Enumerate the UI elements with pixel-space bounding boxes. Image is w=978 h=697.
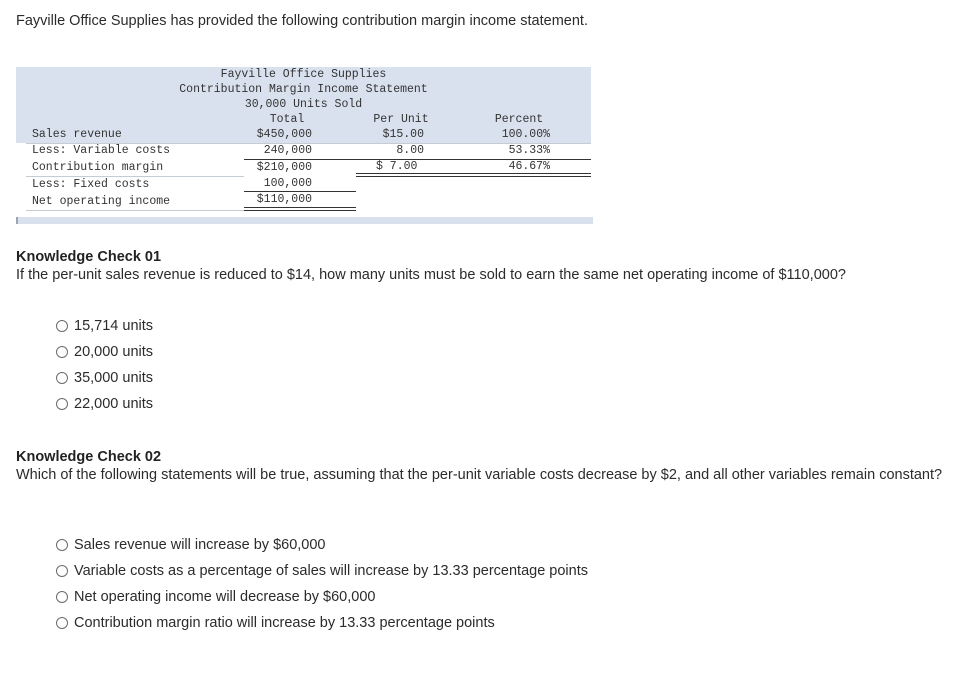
kc1-option-3[interactable] — [56, 365, 153, 391]
radio-icon[interactable] — [56, 591, 68, 603]
kc1-option-label: 20,000 units — [74, 344, 154, 360]
kc1-option-2[interactable] — [56, 339, 153, 365]
row-label-contribution: Contribution margin — [32, 161, 164, 174]
kc2-title: Knowledge Check 02 — [16, 449, 162, 465]
radio-icon[interactable] — [56, 372, 68, 384]
radio-icon[interactable] — [56, 346, 68, 358]
row-percent-contribution: 46.67% — [508, 160, 550, 173]
row-perunit-variable: 8.00 — [396, 144, 424, 157]
row-perunit-contribution: $ 7.00 — [376, 160, 418, 173]
statement-company: Fayville Office Supplies — [220, 68, 387, 81]
kc1-option-label: 15,714 units — [74, 318, 154, 334]
kc2-option-label: Net operating income will decrease by $60,000 — [74, 589, 376, 605]
kc2-options — [56, 532, 588, 636]
kc2-option-2[interactable] — [56, 558, 588, 584]
statement-bottom-bar — [16, 217, 593, 224]
intro-text: Fayville Office Supplies has provided the following contribution margin income statement. — [16, 13, 588, 29]
kc1-title: Knowledge Check 01 — [16, 249, 162, 265]
row-label-variable: Less: Variable costs — [32, 144, 171, 157]
statement-units: 30,000 Units Sold — [244, 98, 363, 111]
kc2-question: Which of the following statements will be true, assuming that the per-unit variable costs decrease by $2, and all other variables remain constant? — [16, 467, 943, 483]
radio-icon[interactable] — [56, 565, 68, 577]
radio-icon[interactable] — [56, 617, 68, 629]
kc2-option-label: Sales revenue will increase by $60,000 — [74, 537, 326, 553]
header-per-unit: Per Unit — [373, 113, 429, 126]
row-label-net: Net operating income — [32, 195, 171, 208]
header-percent: Percent — [494, 113, 544, 126]
row-total-net: $110,000 — [256, 193, 312, 206]
kc2-option-4[interactable] — [56, 610, 588, 636]
kc1-question: If the per-unit sales revenue is reduced to $14, how many units must be sold to earn the same net operating income of $110,000? — [16, 267, 846, 283]
row-total-variable: 240,000 — [263, 144, 312, 157]
kc2-option-3[interactable] — [56, 584, 588, 610]
row-label-sales: Sales revenue — [32, 128, 122, 141]
radio-icon[interactable] — [56, 320, 68, 332]
row-perunit-sales: $15.00 — [382, 128, 424, 141]
row-total-fixed: 100,000 — [263, 177, 312, 190]
kc2-option-label: Contribution margin ratio will increase by 13.33 percentage points — [74, 615, 495, 631]
header-total: Total — [269, 113, 305, 126]
row-label-fixed: Less: Fixed costs — [32, 178, 150, 191]
statement-title: Contribution Margin Income Statement — [179, 83, 428, 96]
row-total-sales: $450,000 — [256, 128, 312, 141]
radio-icon[interactable] — [56, 398, 68, 410]
income-statement-table — [16, 67, 591, 225]
kc2-option-label: Variable costs as a percentage of sales will increase by 13.33 percentage points — [74, 563, 588, 579]
kc1-option-1[interactable] — [56, 313, 153, 339]
kc2-option-1[interactable] — [56, 532, 588, 558]
row-percent-variable: 53.33% — [508, 144, 550, 157]
kc1-option-4[interactable] — [56, 391, 153, 417]
row-percent-sales: 100.00% — [501, 128, 550, 141]
kc1-option-label: 35,000 units — [74, 370, 154, 386]
radio-icon[interactable] — [56, 539, 68, 551]
kc1-options — [56, 313, 153, 417]
kc1-option-label: 22,000 units — [74, 396, 154, 412]
row-total-contribution: $210,000 — [256, 161, 312, 174]
